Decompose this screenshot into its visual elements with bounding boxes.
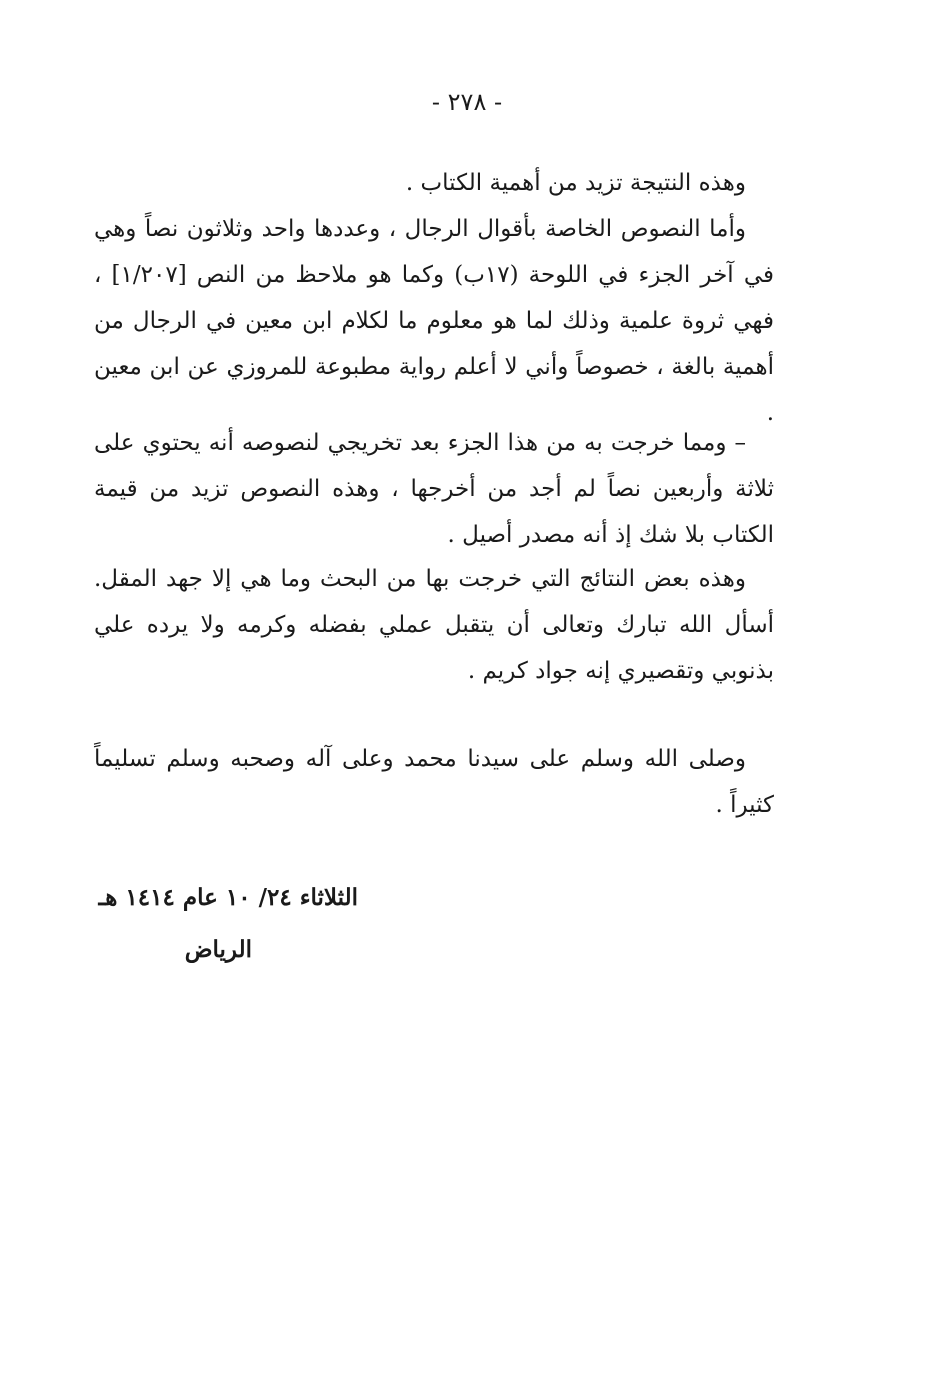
paragraph-5 — [94, 736, 774, 828]
paragraph-text: وهذه النتيجة تزيد من أهمية الكتاب . — [405, 170, 746, 196]
paragraph-text: وصلى الله وسلم على سيدنا محمد وعلى آله وصحبه وسلم تسليماً كثيراً . — [94, 746, 774, 818]
paragraph-3 — [94, 420, 774, 558]
signature-city: الرياض — [184, 936, 252, 963]
paragraph-text: وأما النصوص الخاصة بأقوال الرجال ، وعددها واحد وثلاثون نصاً وهي في آخر الجزء في اللوحة (١٧ب) وكما هو ملاحظ من النص [١/٢٠٧] ، فهي ثروة علمية وذلك لما هو معلوم ما لكلام ابن معين في الرجال من أهمية بالغة ، خصوصاً وأني لا أعلم رواية مطبوعة للمروزي عن ابن معين . — [94, 216, 774, 426]
paragraph-text: وهذه بعض النتائج التي خرجت بها من البحث وما هي إلا جهد المقل. أسأل الله تبارك وتعالى أن يتقبل عملي بفضله وكرمه ولا يرده علي بذنوبي وتقصيري إنه جواد كريم . — [94, 566, 774, 684]
paragraph-2 — [94, 206, 774, 436]
paragraph-4 — [94, 556, 774, 694]
signature-date: الثلاثاء ٢٤/ ١٠ عام ١٤١٤ هـ — [98, 884, 358, 911]
paragraph-1 — [94, 160, 774, 206]
page-number: - ٢٧٨ - — [431, 88, 503, 116]
paragraph-text: – ومما خرجت به من هذا الجزء بعد تخريجي لنصوصه أنه يحتوي على ثلاثة وأربعين نصاً لم أجد من أخرجها ، وهذه النصوص تزيد من قيمة الكتاب بلا شك إذ أنه مصدر أصيل . — [94, 430, 774, 548]
